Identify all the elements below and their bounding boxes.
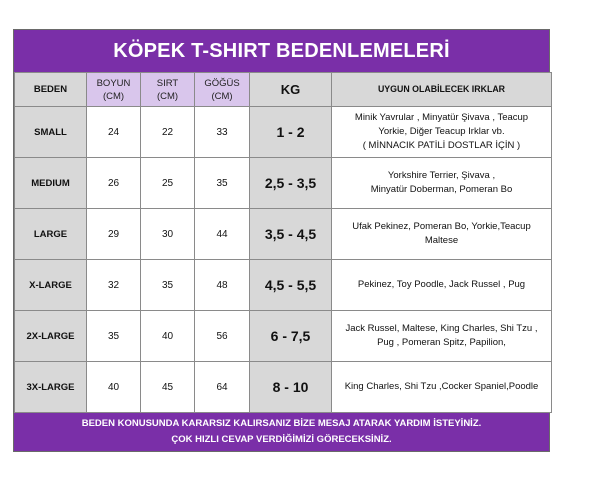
header-gogus-label: GÖĞÜS	[204, 77, 240, 89]
sirt-cell: 45	[141, 362, 195, 413]
header-row	[15, 73, 552, 107]
boyun-cell: 35	[87, 311, 141, 362]
breeds-line: Minyatür Doberman, Pomeran Bo	[370, 184, 513, 195]
table-row	[15, 158, 552, 209]
table-row	[15, 209, 552, 260]
header-kg: KG	[250, 73, 332, 107]
breeds-cell	[332, 311, 552, 362]
sirt-cell: 25	[141, 158, 195, 209]
size-cell: LARGE	[15, 209, 87, 260]
footer-banner	[14, 413, 549, 451]
size-cell: 3X-LARGE	[15, 362, 87, 413]
breeds-line: ( MİNNACIK PATİLİ DOSTLAR İÇİN )	[362, 140, 521, 151]
boyun-cell: 32	[87, 260, 141, 311]
boyun-cell: 29	[87, 209, 141, 260]
breeds-line: Ufak Pekinez, Pomeran Bo, Yorkie,Teacup	[352, 221, 531, 232]
header-sirt-unit: (CM)	[156, 90, 179, 102]
header-gogus	[195, 73, 250, 107]
header-sirt-label: SIRT	[156, 77, 179, 89]
kg-cell: 4,5 - 5,5	[250, 260, 332, 311]
kg-cell: 8 - 10	[250, 362, 332, 413]
table-row	[15, 107, 552, 158]
boyun-cell: 26	[87, 158, 141, 209]
size-table	[14, 72, 552, 413]
kg-cell: 1 - 2	[250, 107, 332, 158]
table-row	[15, 362, 552, 413]
gogus-cell: 33	[195, 107, 250, 158]
breeds-line: King Charles, Shi Tzu ,Cocker Spaniel,Poodle	[344, 381, 539, 392]
breeds-line: Yorkie, Diğer Teacup Irklar vb.	[378, 126, 505, 137]
sirt-cell: 35	[141, 260, 195, 311]
size-cell: SMALL	[15, 107, 87, 158]
gogus-cell: 56	[195, 311, 250, 362]
header-boyun	[87, 73, 141, 107]
sirt-cell: 30	[141, 209, 195, 260]
size-cell: MEDIUM	[15, 158, 87, 209]
sirt-cell: 22	[141, 107, 195, 158]
size-cell: X-LARGE	[15, 260, 87, 311]
sirt-cell: 40	[141, 311, 195, 362]
header-breeds: UYGUN OLABİLECEK IRKLAR	[332, 73, 552, 107]
kg-cell: 3,5 - 4,5	[250, 209, 332, 260]
breeds-line: Minik Yavrular , Minyatür Şivava , Teacup	[354, 112, 529, 123]
footer-line-1: BEDEN KONUSUNDA KARARSIZ KALIRSANIZ BİZE MESAJ ATARAK YARDIM İSTEYİNİZ.	[81, 418, 482, 429]
breeds-line: Yorkshire Terrier, Şivava ,	[387, 170, 496, 181]
gogus-cell: 35	[195, 158, 250, 209]
chart-title: KÖPEK T-SHIRT BEDENLEMELERİ	[14, 30, 549, 72]
table-row	[15, 260, 552, 311]
gogus-cell: 48	[195, 260, 250, 311]
header-boyun-label: BOYUN	[96, 77, 131, 89]
header-boyun-unit: (CM)	[102, 90, 125, 102]
breeds-cell	[332, 260, 552, 311]
breeds-cell	[332, 362, 552, 413]
gogus-cell: 64	[195, 362, 250, 413]
breeds-line: Pekinez, Toy Poodle, Jack Russel , Pug	[357, 279, 526, 290]
header-beden: BEDEN	[15, 73, 87, 107]
breeds-line: Jack Russel, Maltese, King Charles, Shi Tzu ,	[345, 323, 538, 334]
gogus-cell: 44	[195, 209, 250, 260]
breeds-line: Maltese	[424, 235, 459, 246]
breeds-line: Pug , Pomeran Spitz, Papilion,	[377, 337, 506, 348]
breeds-cell	[332, 209, 552, 260]
table-body	[15, 107, 552, 413]
kg-cell: 6 - 7,5	[250, 311, 332, 362]
header-gogus-unit: (CM)	[211, 90, 233, 102]
footer-line-2: ÇOK HIZLI CEVAP VERDİĞİMİZİ GÖRECEKSİNİZ.	[171, 434, 392, 445]
breeds-cell	[332, 107, 552, 158]
kg-cell: 2,5 - 3,5	[250, 158, 332, 209]
header-sirt	[141, 73, 195, 107]
breeds-cell	[332, 158, 552, 209]
boyun-cell: 24	[87, 107, 141, 158]
size-chart	[13, 29, 550, 452]
size-cell: 2X-LARGE	[15, 311, 87, 362]
boyun-cell: 40	[87, 362, 141, 413]
table-row	[15, 311, 552, 362]
